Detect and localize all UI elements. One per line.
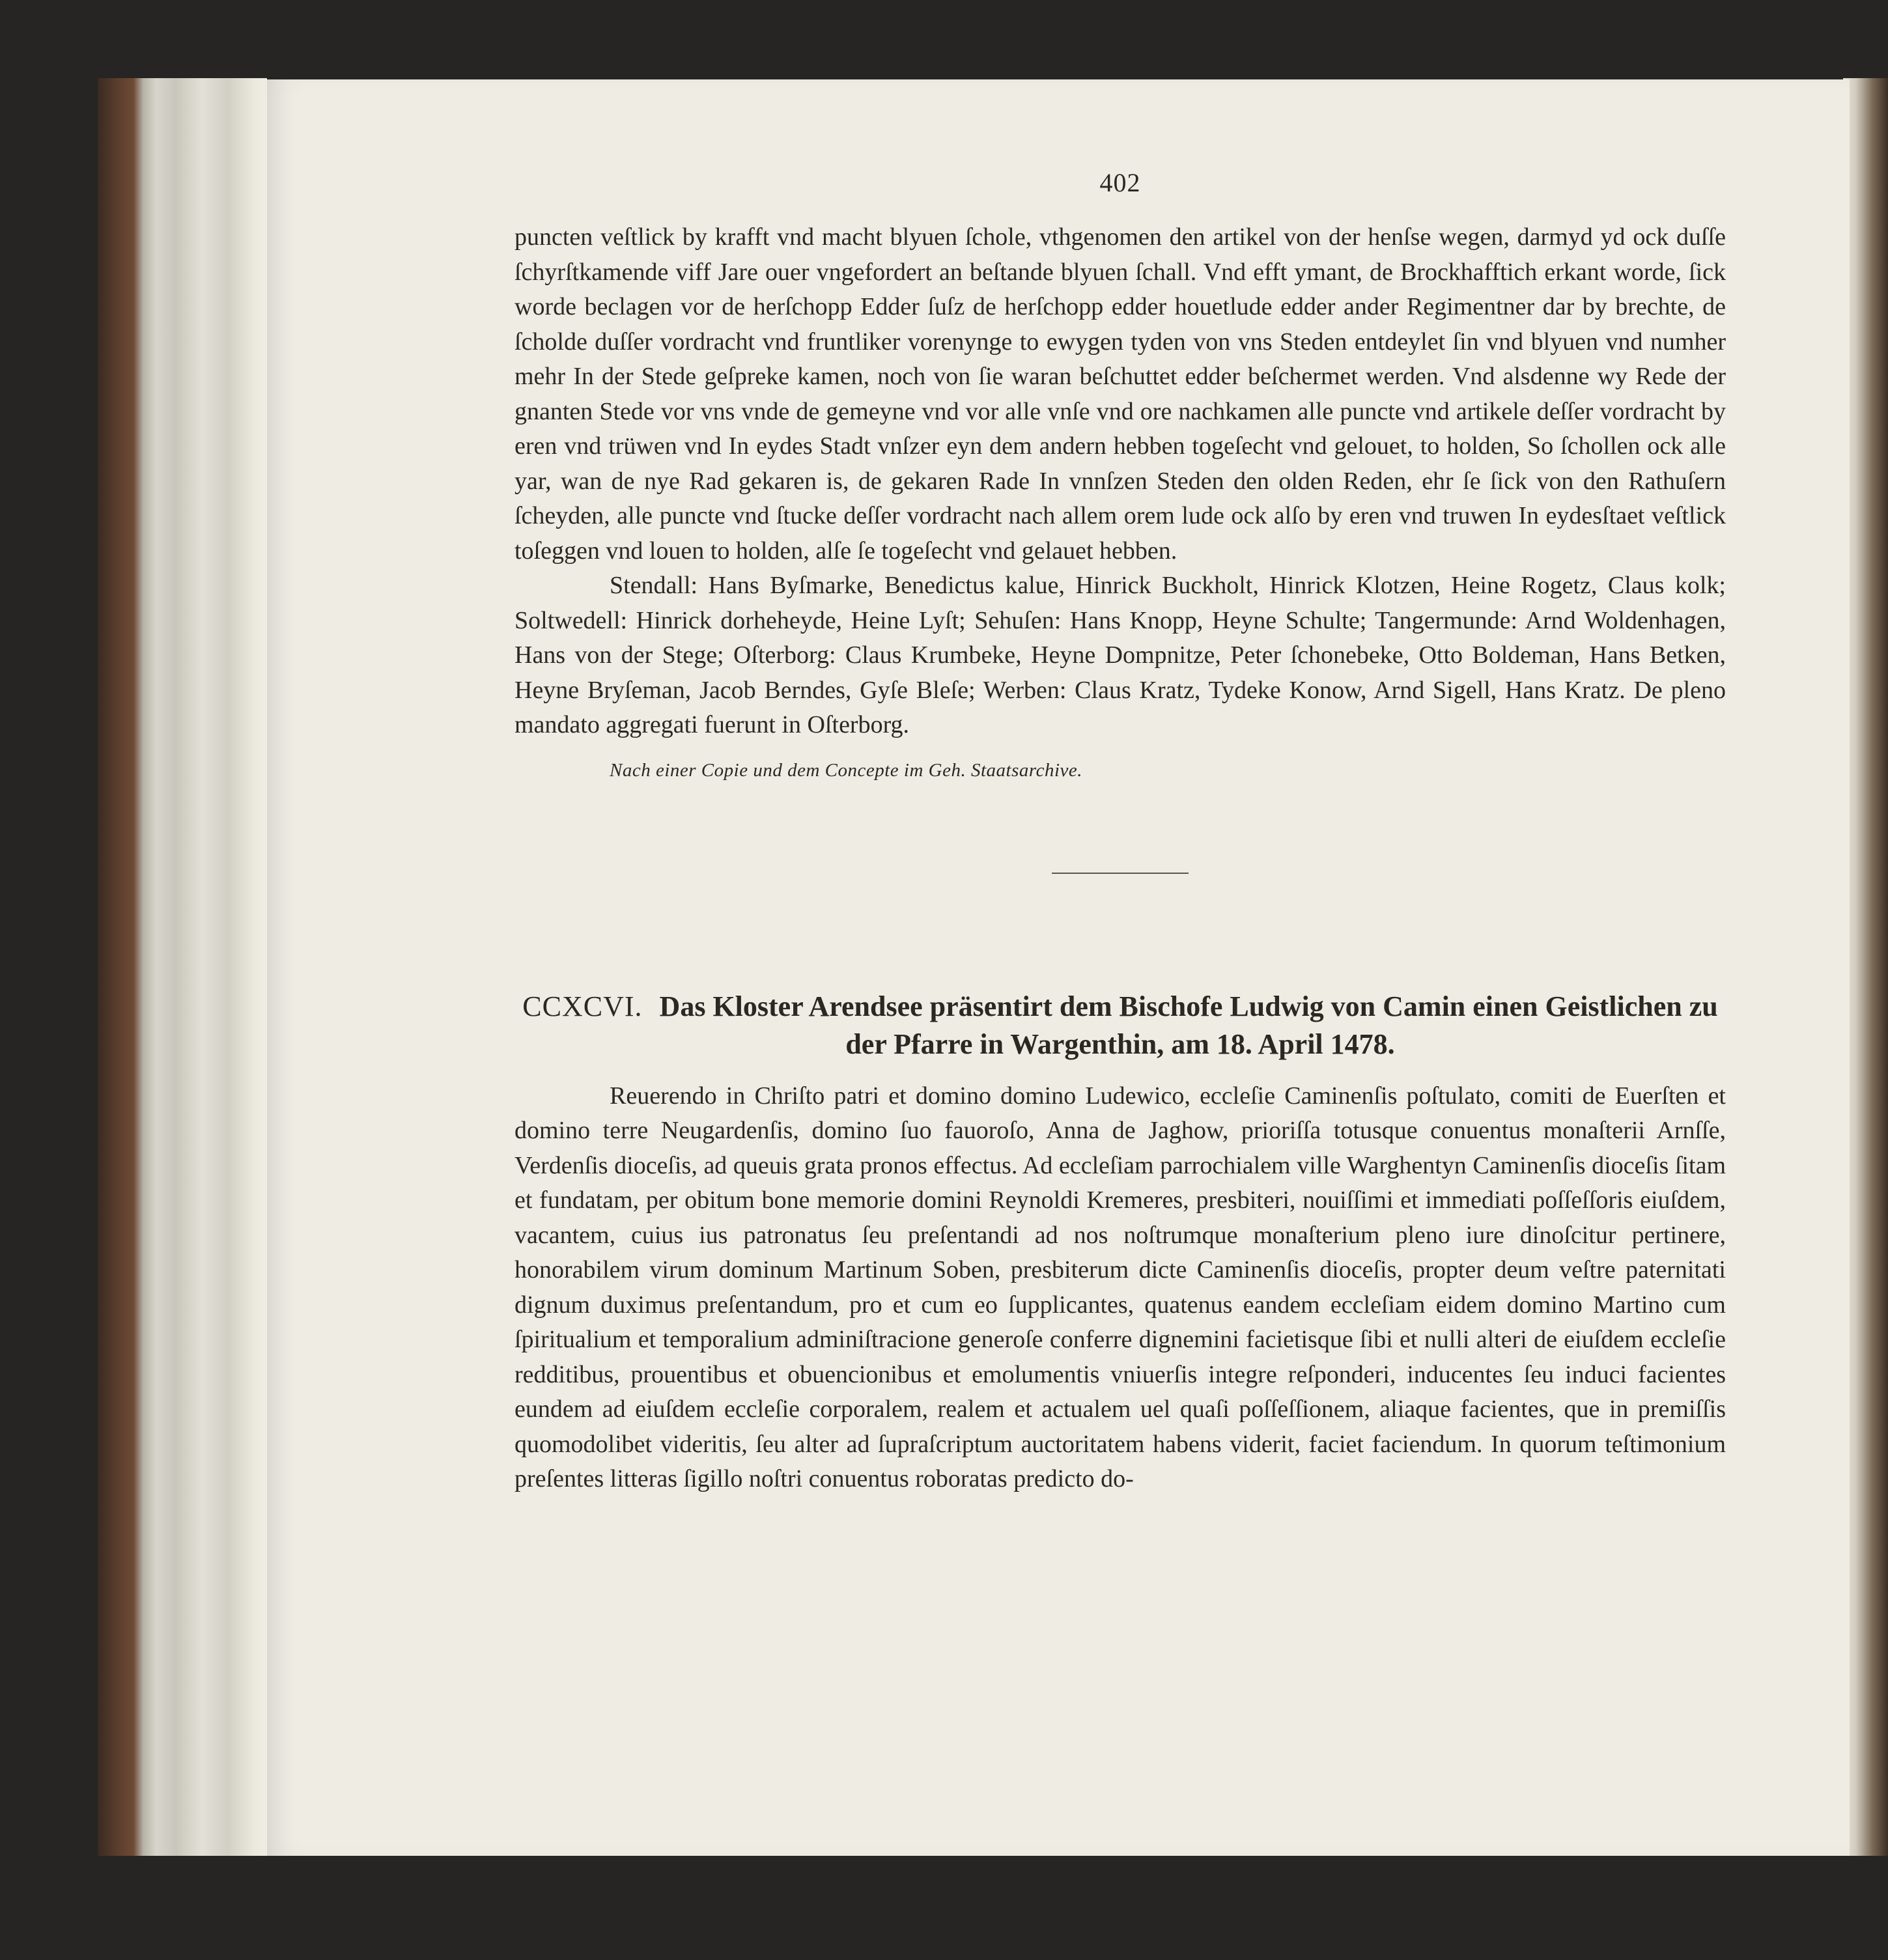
- document-heading: [514, 988, 1726, 1063]
- source-note: Nach einer Copie und dem Concepte im Geh. Staatsarchive.: [610, 759, 1082, 781]
- page-number: 402: [1099, 168, 1141, 197]
- book-page: [267, 79, 1850, 1856]
- book-page-edges-left: [98, 78, 267, 1856]
- document-body-paragraph: Reuerendo in Chriſto patri et domino domino Ludewico, eccleſie Caminenſis poſtulato, comiti de Euerſten et domino terre Neugardenſis, domino ſuo fauoroſo, Anna de Jaghow, prioriſſa totusque conuentus monaſterii Arnſſe, Verdenſis dioceſis, ad queuis grata pronos effectus. Ad eccleſiam parrochialem ville Warghentyn Caminenſis dioceſis ſitam et fundatam, per obitum bone memorie domini Reynoldi Kremeres, presbiteri, nouiſſimi et immediati poſſeſſoris eiuſdem, vacantem, cuius ius patronatus ſeu preſentandi ad nos noſtrumque monaſterium pleno iure dinoſcitur pertinere, honorabilem virum dominum Martinum Soben, presbiterum dicte Caminenſis dioceſis, propter deum veſtre paternitati dignum duximus preſentandum, pro et cum eo ſupplicantes, quatenus eandem eccleſiam eidem domino Martino cum ſpiritualium et temporalium adminiſtracione generoſe conferre dignemini facietisque ſibi et nulli alteri de eiuſdem eccleſie redditibus, prouentibus et obuencionibus et emolumentis vniuerſis integre reſponderi, inducentes ſeu induci facientes eundem ad eiuſdem eccleſie corporalem, realem et actualem uel quaſi poſſeſſionem, aliaque facientes, que in premiſſis quomodolibet videritis, ſeu alter ad ſupraſcriptum auctoritatem habens viderit, faciet faciendum. In quorum teſtimonium preſentes litteras ſigillo noſtri conuentus roboratas predicto do-: [514, 1082, 1726, 1492]
- book-page-edges-right: [1843, 78, 1888, 1856]
- continuation-paragraph: puncten veſtlick by krafft vnd macht blyuen ſchole, vthgenomen den artikel von der henſse wegen, darmyd yd ock duſſe ſchyrſtkamende viff Jare ouer vngefordert an beſtande blyuen ſchall. Vnd efft ymant, de Brockhafftich erkant worde, ſick worde beclagen vor de herſchopp Edder ſuſz de herſchopp edder houetlude edder ander Regimentner dar by brechte, de ſcholde duſſer vordracht vnd fruntliker vorenynge to ewygen tyden von vns Steden entdeylet ſin vnd blyuen vnd numher mehr In der Stede geſpreke kamen, noch von ſie waran beſchuttet edder beſchermet werden. Vnd alsdenne wy Rede der gnanten Stede vor vns vnde de gemeyne vnd vor alle vnſe vnd ore nachkamen alle puncte vnd artikele deſſer vordracht by eren vnd trüwen vnd In eydes Stadt vnſzer eyn dem andern hebben togeſecht vnd gelouet, to holden, So ſchollen ock alle yar, wan de nye Rad gekaren is, de gekaren Rade In vnnſzen Steden den olden Reden, ehr ſe ſick von den Rathuſern ſcheyden, alle puncte vnd ſtucke deſſer vordracht nach allem orem lude ock alſo by eren vnd truwen In eydesſtaet veſtlick toſeggen vnd louen to holden, alſe ſe togeſecht vnd gelauet hebben.: [514, 223, 1726, 565]
- page-content: [514, 167, 1726, 1497]
- section-divider: [1052, 873, 1189, 874]
- signatories-paragraph: Stendall: Hans Byſmarke, Benedictus kalue, Hinrick Buckholt, Hinrick Klotzen, Heine Rogetz, Claus kolk; Soltwedell: Hinrick dorheheyde, Heine Lyſt; Sehuſen: Hans Knopp, Heyne Schulte; Tangermunde: Arnd Woldenhagen, Hans von der Stege; Oſterborg: Claus Krumbeke, Heyne Dompnitze, Peter ſchonebeke, Otto Boldeman, Hans Betken, Heyne Bryſeman, Jacob Berndes, Gyſe Bleſe; Werben: Claus Kratz, Tydeke Konow, Arnd Sigell, Hans Kratz. De pleno mandato aggregati fuerunt in Oſterborg.: [514, 572, 1726, 738]
- document-title: Das Kloster Arendsee präsentirt dem Bischofe Ludwig von Camin einen Geistlichen zu der Pfarre in Wargenthin, am 18. April 1478.: [659, 990, 1718, 1060]
- document-number: CCXCVI.: [522, 990, 643, 1022]
